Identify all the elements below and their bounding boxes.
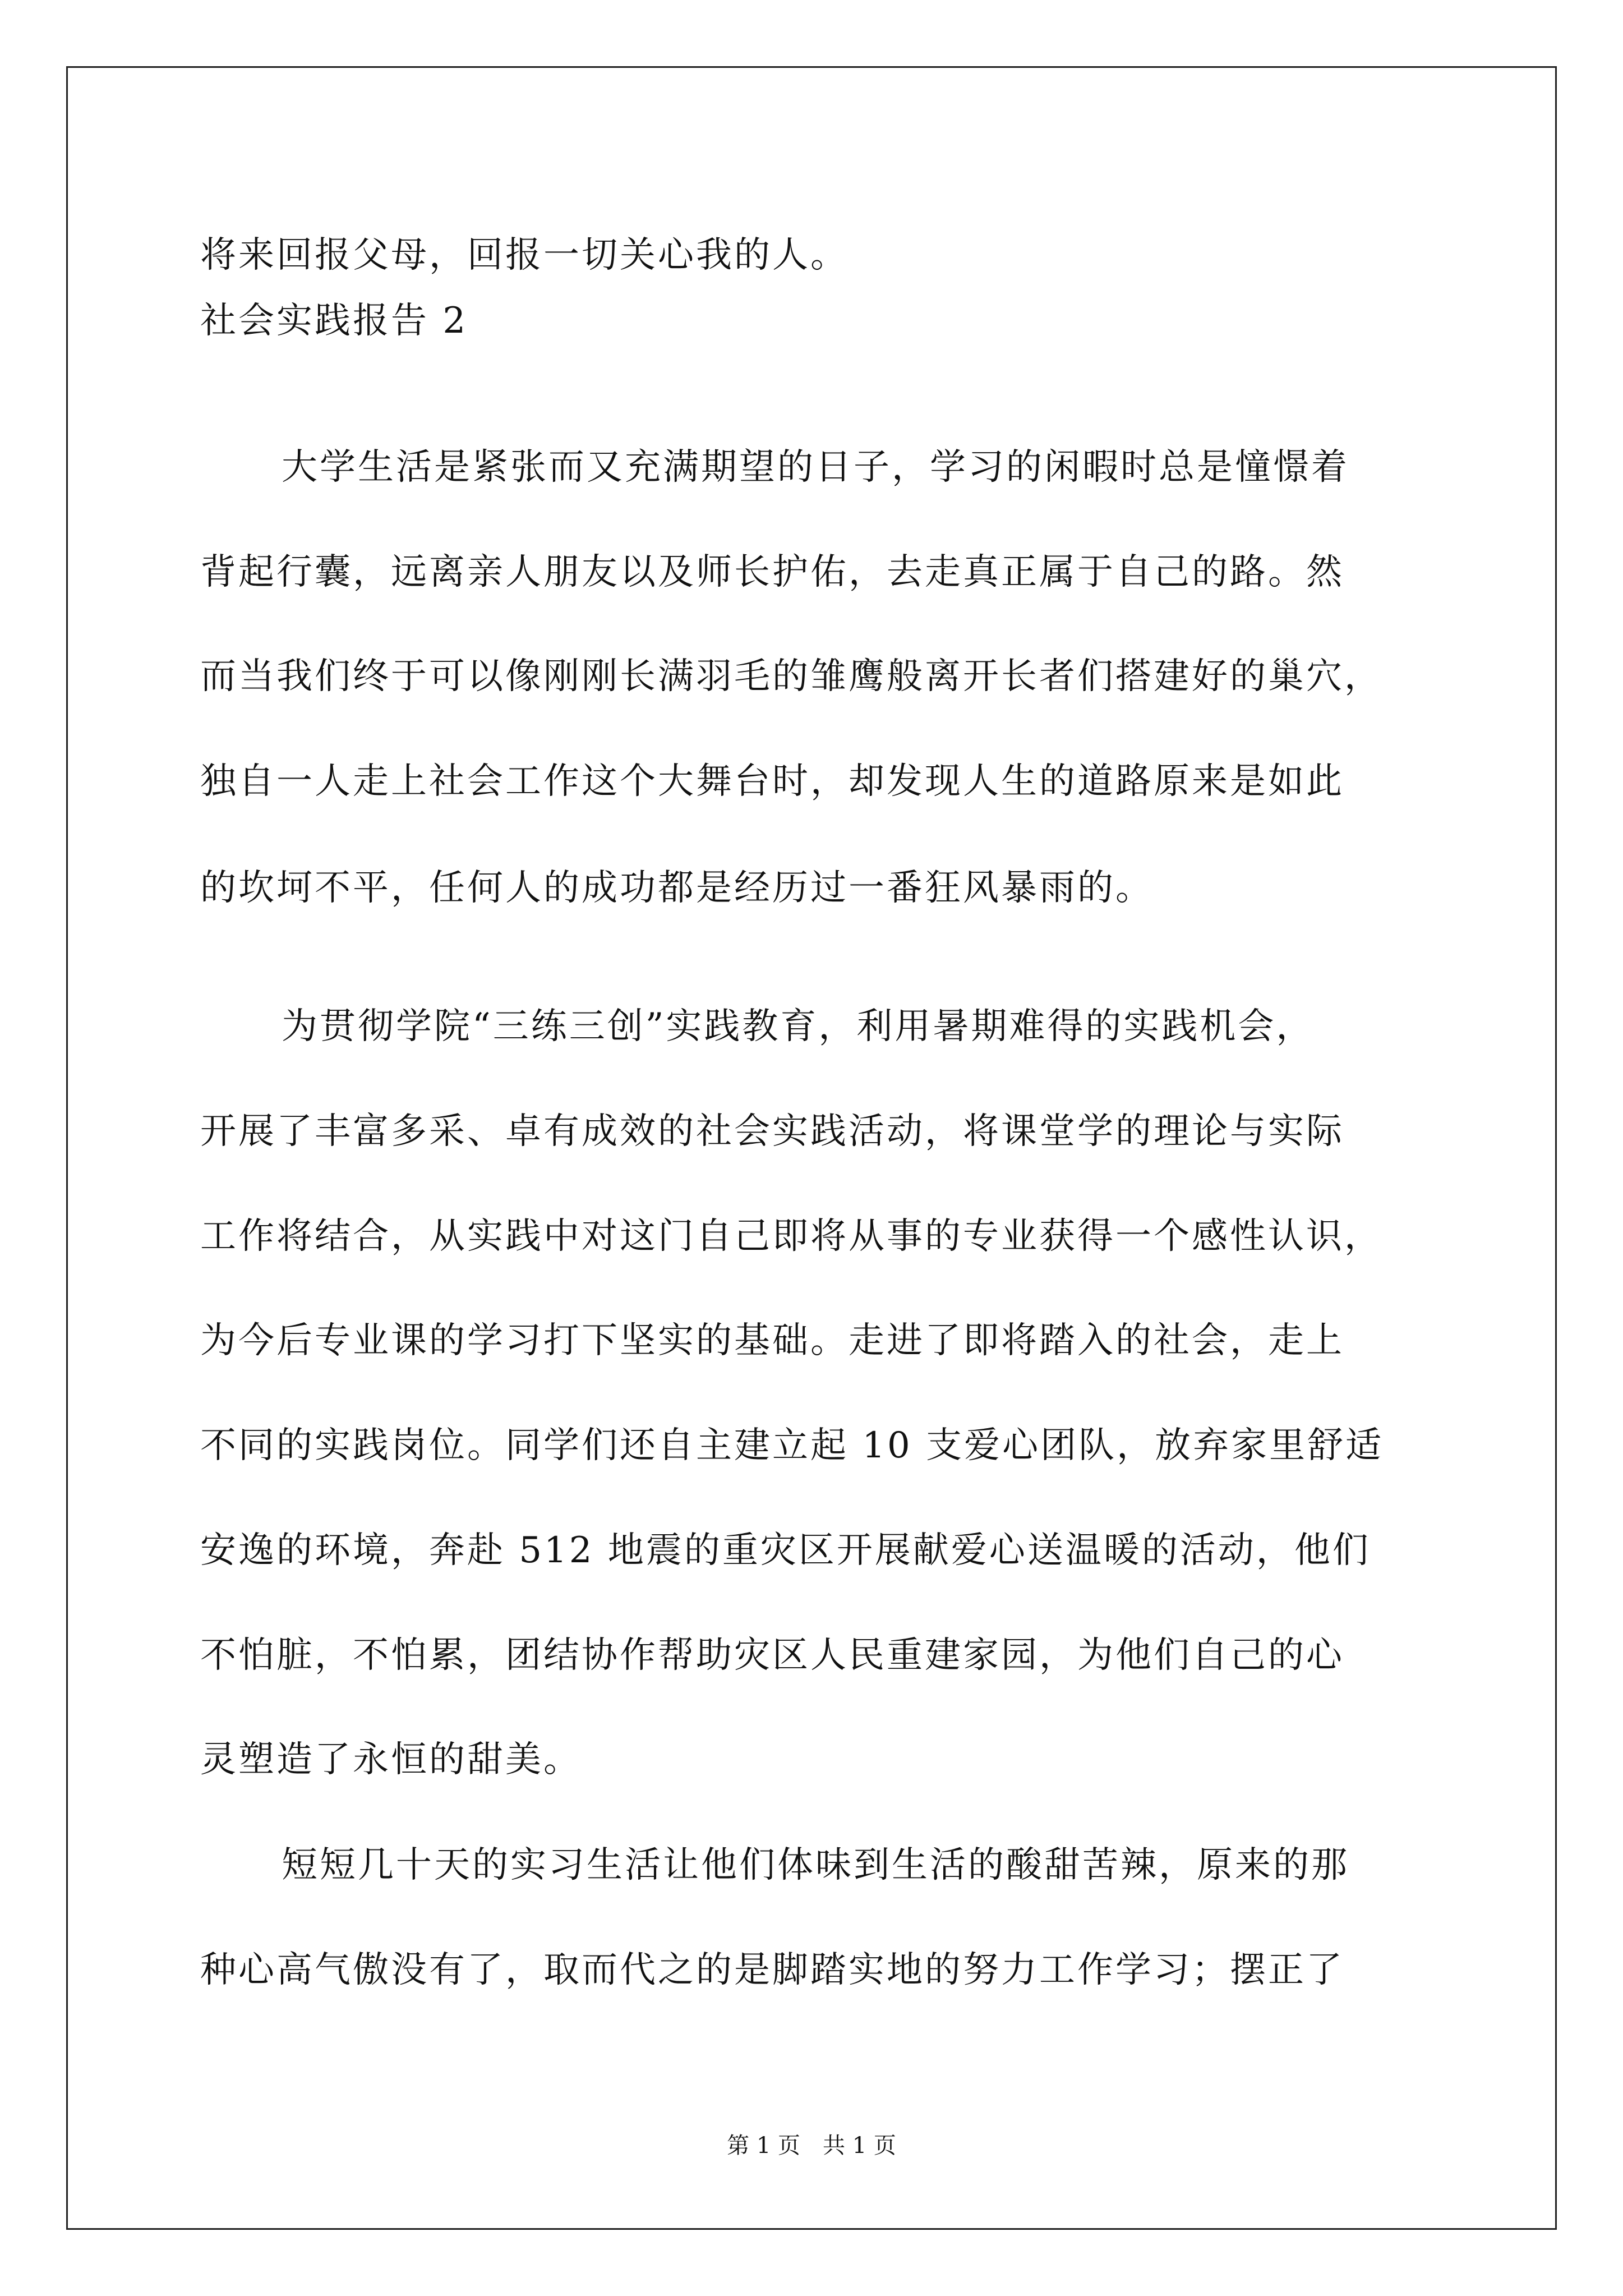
text-line: 短短几十天的实习生活让他们体味到生活的酸甜苦辣，原来的那 <box>282 1844 1349 1886</box>
page-footer: 第 1 页 共 1 页 <box>727 2133 896 2159</box>
text-line: 为今后专业课的学习打下坚实的基础。走进了即将踏入的社会，走上 <box>200 1320 1344 1361</box>
text-line: 不怕脏，不怕累，团结协作帮助灾区人民重建家园，为他们自己的心 <box>200 1635 1344 1676</box>
text-line: 大学生活是紧张而又充满期望的日子，学习的闲暇时总是憧憬着 <box>282 447 1349 488</box>
text-line: 将来回报父母，回报一切关心我的人。 <box>200 234 849 276</box>
text-line: 独自一人走上社会工作这个大舞台时，却发现人生的道路原来是如此 <box>200 761 1344 802</box>
text-line: 种心高气傲没有了，取而代之的是脚踏实地的努力工作学习；摆正了 <box>200 1949 1344 1991</box>
section-heading: 社会实践报告 2 <box>200 300 468 342</box>
text-line: 背起行囊，远离亲人朋友以及师长护佑，去走真正属于自己的路。然 <box>200 551 1344 593</box>
text-line: 不同的实践岗位。同学们还自主建立起 10 支爱心团队，放弃家里舒适 <box>200 1425 1384 1466</box>
text-line: 安逸的环境，奔赴 512 地震的重灾区开展献爱心送温暖的活动，他们 <box>200 1530 1371 1571</box>
text-line: 而当我们终于可以像刚刚长满羽毛的雏鹰般离开长者们搭建好的巢穴， <box>200 656 1382 697</box>
text-line: 为贯彻学院“三练三创”实践教育，利用暑期难得的实践机会， <box>282 1006 1315 1047</box>
text-line: 工作将结合，从实践中对这门自己即将从事的专业获得一个感性认识， <box>200 1216 1382 1257</box>
text-line: 灵塑造了永恒的甜美。 <box>200 1739 582 1780</box>
text-line: 开展了丰富多采、卓有成效的社会实践活动，将课堂学的理论与实际 <box>200 1111 1344 1152</box>
text-line: 的坎坷不平，任何人的成功都是经历过一番狂风暴雨的。 <box>200 867 1154 909</box>
